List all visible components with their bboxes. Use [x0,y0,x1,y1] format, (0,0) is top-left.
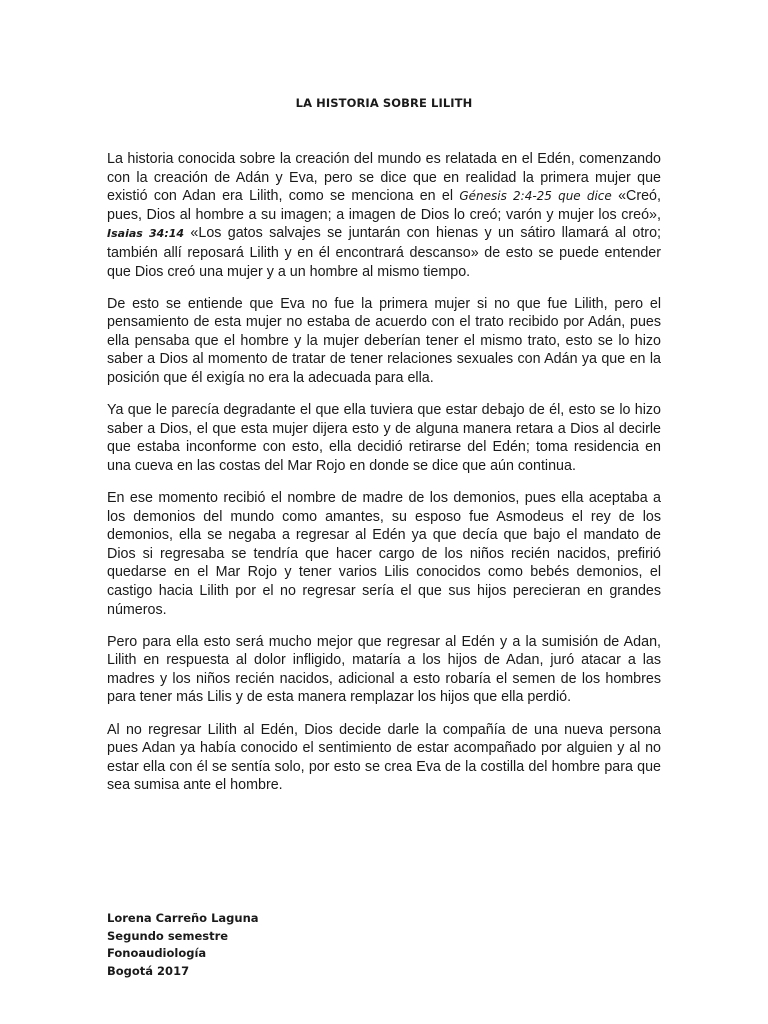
genesis-reference: Génesis 2:4-25 que dice [459,189,612,204]
document-title: LA HISTORIA SOBRE LILITH [295,96,473,110]
paragraph-1-text-a: La historia conocida sobre la creación del mundo es relatada en el Edén, comenzando con la creación de Adán y Eva, pero se dice que en realidad la primera mujer que existió con Adan era Lilith, como se menciona en el [107,151,661,205]
paragraph-5: Pero para ella esto será mucho mejor que regresar al Edén y a la sumisión de Adan, Lilith en respuesta al dolor infligido, mataría a los hijos de Adan, juró atacar a las madres y los niños recién nacidos, adicional a esto robaría el semen de los hombres para tener más Lilis y de esta manera remplazar los hijos que ella perdió. [107,633,661,706]
place-date: Bogotá 2017 [107,963,190,978]
paragraph-4: En ese momento recibió el nombre de madre de los demonios, pues ella aceptaba a los demonios del mundo como amantes, su esposo fue Asmodeus el rey de los demonios, ella se negaba a regresar al Edén ya que decía que bajo el mandato de Dios si regresaba se tendría que hacer cargo de los niños recién nacidos, prefirió quedarse en el Mar Rojo y tener varios Lilis conocidos como bebés demonios, el castigo hacia Lilith por el no regresar sería el que sus hijos perecieran en grandes números. [107,490,661,618]
author-name: Lorena Carreño Laguna [107,911,259,925]
paragraph-3: Ya que le parecía degradante el que ella tuviera que estar debajo de él, esto se lo hizo saber a Dios, el que esta mujer dijera esto y de alguna manera retara a Dios al decirle que estaba inconforme con esto, ella decidió retirarse del Edén; toma residencia en una cueva en las costas del Mar Rojo en donde se dice que aún continua. [107,402,661,474]
author-program: Fonoaudiología [107,946,207,961]
signature-block [107,910,259,980]
isaias-reference: Isaias 34:14 [107,227,185,241]
paragraph-1 [107,150,661,281]
paragraph-1-text-b: «Creó, pues, Dios al hombre a su imagen; a imagen de Dios lo creó; varón y mujer los creó», [107,188,661,223]
paragraph-6: Al no regresar Lilith al Edén, Dios decide darle la compañía de una nueva persona pues Adan ya había conocido el sentimiento de estar acompañado por alguien y al no estar ella con él se sentía solo, por esto se crea Eva de la costilla del hombre para que sea sumisa ante el hombre. [107,721,661,794]
document-body [107,150,661,808]
author-semester: Segundo semestre [107,928,229,943]
paragraph-1-text-c: «Los gatos salvajes se juntarán con hienas y un sátiro llamará al otro; también allí reposará Lilith y en él encontrará descanso» de esto se puede entender que Dios creó una mujer y a un hombre al mismo tiempo. [107,225,661,280]
paragraph-2: De esto se entiende que Eva no fue la primera mujer si no que fue Lilith, pero el pensamiento de esta mujer no estaba de acuerdo con el trato recibido por Adán, pues ella pensaba que el hombre y la mujer deberían tener el mismo trato, esto se lo hizo saber a Dios al momento de tratar de tener relaciones sexuales con Adán ya que en la posición que él exigía no era la adecuada para ella. [107,295,661,387]
